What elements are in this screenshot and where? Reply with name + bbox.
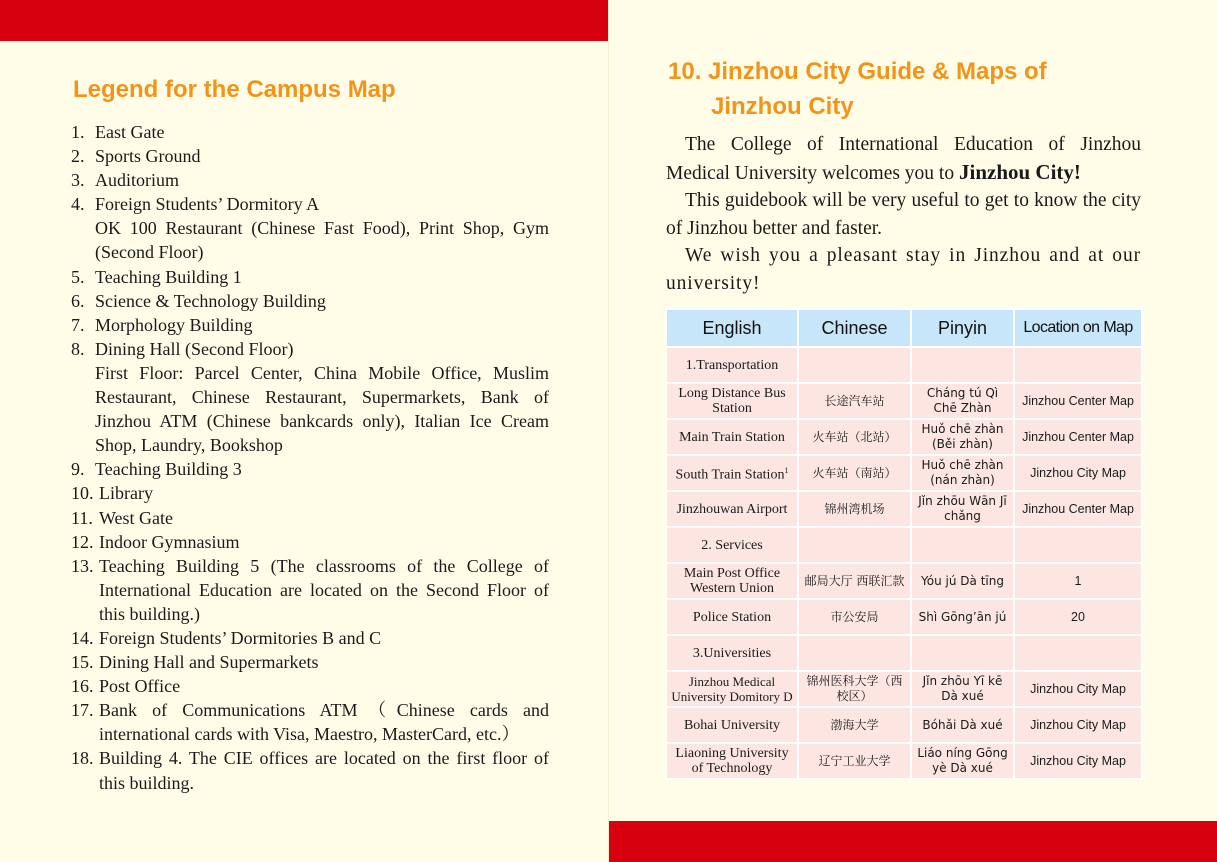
intro-paragraph: We wish you a pleasant stay in Jinzhou and at our university!: [666, 245, 1141, 294]
chinese-cell: 火车站（北站）: [799, 420, 910, 454]
intro-paragraph: This guidebook will be very useful to get to know the city of Jinzhou better and faster.: [666, 190, 1141, 239]
chinese-cell: 辽宁工业大学: [799, 744, 910, 778]
table-row: [667, 420, 1141, 454]
english-cell: Main Post Office Western Union: [667, 564, 797, 598]
chinese-cell: 锦州湾机场: [799, 492, 910, 526]
legend-item: 9. Teaching Building 3: [71, 459, 242, 480]
legend-item: 1. East Gate: [71, 122, 165, 142]
legend-item: 7. Morphology Building: [71, 314, 253, 335]
legend-item: 4. Foreign Students’ Dormitory A: [71, 194, 320, 215]
intro-emphasis: Jinzhou City!: [958, 159, 1081, 184]
english-cell: Police Station: [667, 600, 797, 634]
legend-item: 16. Post Office: [71, 676, 181, 697]
chinese-cell: 锦州医科大学（西校区）: [799, 672, 910, 706]
table-category-row: [667, 636, 1141, 670]
legend-item: 12. Indoor Gymnasium: [71, 531, 240, 552]
table-row: [667, 384, 1141, 418]
pinyin-cell: Huǒ chē zhàn (nán zhàn): [912, 456, 1013, 490]
english-cell: Long Distance Bus Station: [667, 384, 797, 418]
city-guide-table: [665, 308, 1143, 780]
category-cell: 3.Universities: [667, 636, 797, 670]
pinyin-cell: Yóu jú Dà tīng: [912, 564, 1013, 598]
legend-item: 8. Dining Hall (Second Floor): [71, 338, 294, 359]
intro-paragraph: The College of International Education of Jinzhou Medical University welcomes you to Jinzhou City!: [666, 134, 1141, 184]
category-cell: 1.Transportation: [667, 348, 797, 382]
table-row: [667, 456, 1141, 490]
location-cell: Jinzhou City Map: [1015, 672, 1141, 706]
chinese-cell: 长途汽车站: [799, 384, 910, 418]
legend-item: 17. Bank of Communications ATM（Chinese cards and international cards with Visa, Maestro, MasterCard, etc.）: [71, 700, 549, 745]
location-cell: Jinzhou City Map: [1015, 708, 1141, 742]
english-cell: Main Train Station: [667, 420, 797, 454]
legend-item: 2. Sports Ground: [71, 146, 201, 167]
pinyin-cell: Shì Gōng’ān jú: [912, 600, 1013, 634]
legend-item: 6. Science & Technology Building: [71, 290, 326, 311]
location-cell: 1: [1015, 564, 1141, 598]
guide-title: [668, 54, 1047, 124]
table-row: [667, 492, 1141, 526]
table-category-row: [667, 528, 1141, 562]
pinyin-cell: Liáo níng Gōng yè Dà xué: [912, 744, 1013, 778]
pinyin-cell: Jǐn zhōu Wān Jī chǎng: [912, 492, 1013, 526]
english-cell: Jinzhou Medical University Domitory D: [667, 672, 797, 706]
chinese-cell: 市公安局: [799, 600, 910, 634]
legend-item: 13. Teaching Building 5 (The classrooms of the College of International Education are located on the Second Floor of this building.): [71, 555, 549, 624]
legend-item: 14. Foreign Students’ Dormitories B and C: [71, 627, 382, 648]
table-row: [667, 564, 1141, 598]
legend-item: 5. Teaching Building 1: [71, 266, 242, 287]
english-cell: Liaoning University of Technology: [667, 744, 797, 778]
chinese-cell: 渤海大学: [799, 708, 910, 742]
intro-text: [666, 131, 1141, 297]
column-header: Location on Map: [1015, 310, 1141, 346]
column-header: Pinyin: [912, 310, 1013, 346]
legend-item: OK 100 Restaurant (Chinese Fast Food), Print Shop, Gym (Second Floor): [95, 218, 549, 263]
legend-item: 10. Library: [71, 483, 153, 504]
location-cell: Jinzhou City Map: [1015, 744, 1141, 778]
legend-title: Legend for the Campus Map: [73, 76, 396, 103]
table-row: [667, 708, 1141, 742]
english-cell: Bohai University: [667, 708, 797, 742]
chinese-cell: 火车站（南站）: [799, 456, 910, 490]
pinyin-cell: Cháng tú Qì Chē Zhàn: [912, 384, 1013, 418]
table-category-row: [667, 348, 1141, 382]
legend-item: 15. Dining Hall and Supermarkets: [71, 652, 319, 673]
location-cell: Jinzhou Center Map: [1015, 384, 1141, 418]
table-row: [667, 744, 1141, 778]
column-header: Chinese: [799, 310, 910, 346]
top-red-band: [0, 0, 608, 41]
page-fold: [608, 0, 609, 862]
table-row: [667, 600, 1141, 634]
column-header: English: [667, 310, 797, 346]
english-cell: South Train Station$^1$: [667, 456, 797, 490]
footnote-marker: 1: [784, 466, 789, 476]
location-cell: Jinzhou City Map: [1015, 456, 1141, 490]
chinese-cell: 邮局大厅 西联汇款: [799, 564, 910, 598]
pinyin-cell: Huǒ chē zhàn (Běi zhàn): [912, 420, 1013, 454]
legend-item: 3. Auditorium: [71, 170, 179, 191]
english-cell: Jinzhouwan Airport: [667, 492, 797, 526]
pinyin-cell: Jǐn zhōu Yī kē Dà xué: [912, 672, 1013, 706]
table-header-row: [667, 310, 1141, 346]
location-cell: Jinzhou Center Map: [1015, 492, 1141, 526]
bottom-red-band: [609, 821, 1217, 862]
legend-item: 18. Building 4. The CIE offices are located on the first floor of this building.: [71, 748, 549, 793]
pinyin-cell: Bóhǎi Dà xué: [912, 708, 1013, 742]
guide-title-line2: Jinzhou City: [711, 93, 854, 120]
location-cell: Jinzhou Center Map: [1015, 420, 1141, 454]
legend-item: First Floor: Parcel Center, China Mobile Office, Muslim Restaurant, Chinese Restaurant, Supermarkets, Bank of Jinzhou ATM (Chinese bankcards only), Italian Ice Cream Shop, Laundry, Bookshop: [95, 362, 549, 456]
category-cell: 2. Services: [667, 528, 797, 562]
legend-item: 11. West Gate: [71, 507, 174, 528]
location-cell: 20: [1015, 600, 1141, 634]
table-row: [667, 672, 1141, 706]
guide-title-line1: 10. Jinzhou City Guide & Maps of: [668, 58, 1047, 85]
legend-list: [71, 120, 549, 795]
